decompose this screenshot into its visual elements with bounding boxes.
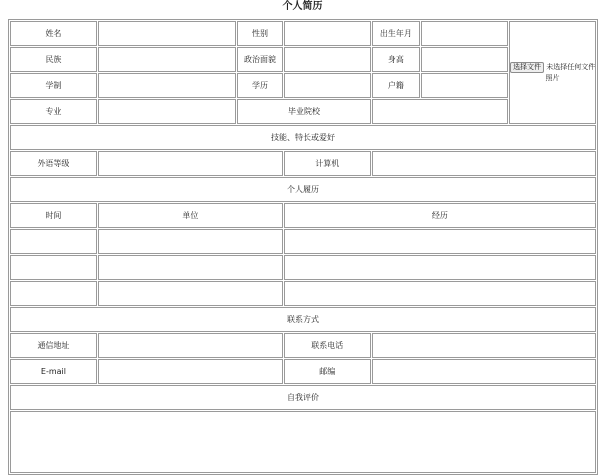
unit-field[interactable]	[98, 255, 283, 280]
phone-field[interactable]	[372, 333, 596, 358]
address-label: 通信地址	[10, 333, 97, 358]
table-row	[10, 255, 596, 280]
schooling-label: 学制	[10, 73, 97, 98]
politics-label: 政治面貌	[237, 47, 282, 72]
self-eval-row	[10, 411, 596, 473]
unit-field[interactable]	[98, 229, 283, 254]
phone-label: 联系电话	[284, 333, 371, 358]
column-time: 时间	[10, 203, 97, 228]
experience-field[interactable]	[284, 255, 596, 280]
contact-header: 联系方式	[10, 307, 596, 332]
gender-field[interactable]	[284, 21, 371, 46]
self-eval-field[interactable]	[10, 411, 596, 473]
ethnicity-label: 民族	[10, 47, 97, 72]
photo-caption: 照片	[545, 74, 560, 82]
email-label: E-mail	[10, 359, 97, 384]
postcode-field[interactable]	[372, 359, 596, 384]
experience-header-row	[10, 177, 596, 202]
time-field[interactable]	[10, 255, 97, 280]
name-label: 姓名	[10, 21, 97, 46]
table-row	[10, 229, 596, 254]
experience-columns-row	[10, 203, 596, 228]
self-eval-header: 自我评价	[10, 385, 596, 410]
computer-label: 计算机	[284, 151, 371, 176]
school-label: 毕业院校	[237, 99, 370, 124]
file-status: 未选择任何文件	[546, 63, 596, 71]
experience-header: 个人履历	[10, 177, 596, 202]
school-field[interactable]	[372, 99, 508, 124]
choose-file-button[interactable]: 选择文件	[510, 62, 544, 73]
contact-header-row	[10, 307, 596, 332]
major-label: 专业	[10, 99, 97, 124]
table-row	[10, 281, 596, 306]
unit-field[interactable]	[98, 281, 283, 306]
language-label: 外语等级	[10, 151, 97, 176]
postcode-label: 邮编	[284, 359, 371, 384]
major-field[interactable]	[98, 99, 236, 124]
address-field[interactable]	[98, 333, 283, 358]
basic-row-1	[10, 21, 596, 46]
height-label: 身高	[372, 47, 421, 72]
hukou-label: 户籍	[372, 73, 421, 98]
self-eval-header-row	[10, 385, 596, 410]
contact-row-2	[10, 359, 596, 384]
page-title: 个人简历	[282, 1, 323, 12]
politics-field[interactable]	[284, 47, 371, 72]
experience-field[interactable]	[284, 281, 596, 306]
education-label: 学历	[237, 73, 282, 98]
schooling-field[interactable]	[98, 73, 236, 98]
time-field[interactable]	[10, 281, 97, 306]
gender-label: 性别	[237, 21, 282, 46]
name-field[interactable]	[98, 21, 236, 46]
skills-header-row	[10, 125, 596, 150]
language-field[interactable]	[98, 151, 283, 176]
resume-form	[8, 19, 598, 475]
hukou-field[interactable]	[421, 73, 508, 98]
birth-field[interactable]	[421, 21, 508, 46]
photo-cell	[509, 21, 596, 124]
skills-header: 技能、特长或爱好	[10, 125, 596, 150]
height-field[interactable]	[421, 47, 508, 72]
education-field[interactable]	[284, 73, 371, 98]
experience-field[interactable]	[284, 229, 596, 254]
time-field[interactable]	[10, 229, 97, 254]
column-unit: 单位	[98, 203, 283, 228]
column-experience: 经历	[284, 203, 596, 228]
computer-field[interactable]	[372, 151, 596, 176]
email-field[interactable]	[98, 359, 283, 384]
ethnicity-field[interactable]	[98, 47, 236, 72]
skills-row	[10, 151, 596, 176]
birth-label: 出生年月	[372, 21, 421, 46]
contact-row-1	[10, 333, 596, 358]
